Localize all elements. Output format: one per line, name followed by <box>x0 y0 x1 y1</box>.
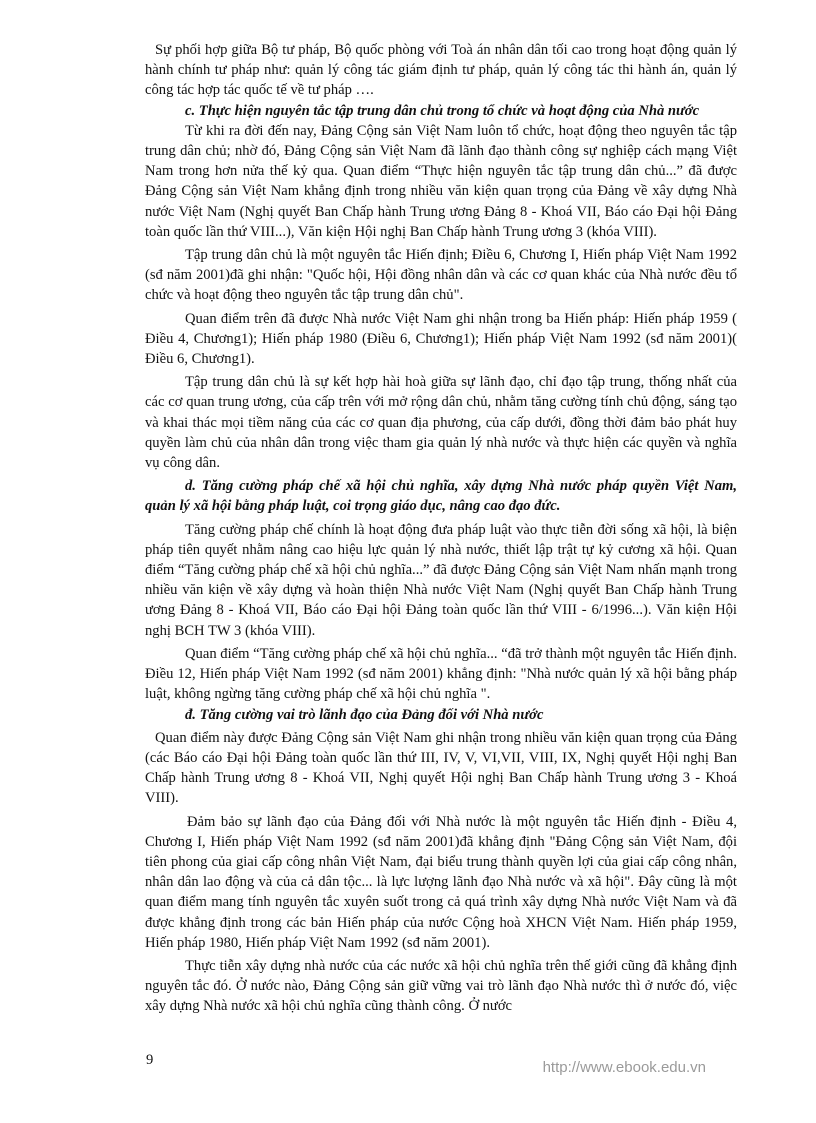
page-number: 9 <box>146 1052 154 1068</box>
paragraph: Quan điểm “Tăng cường pháp chế xã hội chủ nghĩa... “đã trở thành một nguyên tắc Hiến định. Điều 12, Hiến pháp Việt Nam 1992 (sđ năm 2001) khẳng định: "Nhà nước quản lý xã hội bằng pháp luật, không ngừng tăng cường pháp chế xã hội chủ nghĩa ". <box>145 645 737 703</box>
section-heading: đ. Tăng cường vai trò lãnh đạo của Đảng đối với Nhà nước <box>185 706 544 723</box>
section-heading: d. Tăng cường pháp chế xã hội chủ nghĩa, xây dựng Nhà nước pháp quyền Việt Nam, quản lý xã hội bằng pháp luật, coi trọng giáo dục, nâng cao đạo đức. <box>145 478 737 515</box>
paragraph: Quan điểm trên đã được Nhà nước Việt Nam ghi nhận trong ba Hiến pháp: Hiến pháp 1959 ( Điều 4, Chương1); Hiến pháp 1980 (Điều 6, Chương1); Hiến pháp Việt Nam 1992 (sđ năm 2001)( Điều 6, Chương1). <box>145 310 737 368</box>
paragraph: Sự phối hợp giữa Bộ tư pháp, Bộ quốc phòng với Toà án nhân dân tối cao trong hoạt động quản lý hành chính tư pháp như: quản lý công tác giám định tư pháp, quản lý công tác thi hành án, quản lý công tác hợp tác quốc tế về tư pháp …. <box>145 42 737 99</box>
paragraph: Tập trung dân chủ là một nguyên tắc Hiến định; Điều 6, Chương I, Hiến pháp Việt Nam 1992 (sđ năm 2001)đã ghi nhận: "Quốc hội, Hội đồng nhân dân và các cơ quan khác của Nhà nước đều tổ chức và hoạt động theo nguyên tắc tập trung dân chủ". <box>145 247 737 304</box>
section-heading: c. Thực hiện nguyên tắc tập trung dân chủ trong tổ chức và hoạt động của Nhà nước <box>185 102 700 119</box>
document-body <box>145 40 737 1017</box>
paragraph: Từ khi ra đời đến nay, Đảng Cộng sản Việt Nam luôn tổ chức, hoạt động theo nguyên tắc tập trung dân chủ; nhờ đó, Đảng Cộng sản Việt Nam đã lãnh đạo thành công sự nghiệp cách mạng Việt Nam trong hơn nửa thế kỷ qua. Quan điểm “Thực hiện nguyên tắc tập trung dân chủ...” đã được Đảng Cộng sản Việt Nam khẳng định trong nhiều văn kiện quan trọng của Đảng về xây dựng Nhà nước Việt Nam (Nghị quyết Ban Chấp hành Trung ương Đảng 8 - Khoá VII, Báo cáo Đại hội Đảng toàn quốc lần thứ VIII...), Văn kiện Hội nghị Ban Chấp hành Trung ương 3 (khóa VIII). <box>145 122 737 240</box>
paragraph: Thực tiễn xây dựng nhà nước của các nước xã hội chủ nghĩa trên thế giới cũng đã khẳng định nguyên tắc đó. Ở nước nào, Đảng Cộng sản giữ vững vai trò lãnh đạo Nhà nước thì ở nước đó, việc xây dựng Nhà nước xã hội chủ nghĩa cũng thành công. Ở nước <box>145 957 737 1015</box>
paragraph: Tập trung dân chủ là sự kết hợp hài hoà giữa sự lãnh đạo, chỉ đạo tập trung, thống nhất của các cơ quan trung ương, của cấp trên với mở rộng dân chủ, nhằm tăng cường tính chủ động, sáng tạo và khai thác mọi tiềm năng của các cơ quan địa phương, của cấp dưới, đồng thời đảm bảo phát huy quyền làm chủ của nhân dân trong việc tham gia quản lý nhà nước và thực hiện các quyền và nghĩa vụ công dân. <box>145 374 737 472</box>
paragraph: Đảm bảo sự lãnh đạo của Đảng đối với Nhà nước là một nguyên tắc Hiến định - Điều 4, Chương I, Hiến pháp Việt Nam 1992 (sđ năm 2001)đã khẳng định "Đảng Cộng sản Việt Nam, đội tiên phong của giai cấp công nhân Việt Nam, đại biểu trung thành quyền lợi của giai cấp công nhân, nhân dân lao động và của cả dân tộc... là lực lượng lãnh đạo Nhà nước và xã hội". Đây cũng là một quan điểm mang tính nguyên tắc xuyên suốt trong cả quá trình xây dựng Nhà nước Việt Nam và đã được khẳng định trong các bản Hiến pháp của nước Cộng hoà XHCN Việt Nam. Hiến pháp 1959, Hiến pháp 1980, Hiến pháp Việt Nam 1992 (sđ năm 2001). <box>145 813 737 951</box>
footer-url: http://www.ebook.edu.vn <box>542 1059 706 1076</box>
paragraph: Quan điểm này được Đảng Cộng sản Việt Nam ghi nhận trong nhiều văn kiện quan trọng của Đảng (các Báo cáo Đại hội Đảng toàn quốc lần thứ III, IV, V, VI,VII, VIII, IX, Nghị quyết Hội nghị Ban Chấp hành Trung ương 8 - Khoá VII, Nghị quyết Hội nghị Ban Chấp hành Trung ương 3 - Khoá VIII). <box>145 729 737 807</box>
paragraph: Tăng cường pháp chế chính là hoạt động đưa pháp luật vào thực tiễn đời sống xã hội, là biện pháp tiên quyết nhằm nâng cao hiệu lực quản lý nhà nước, thiết lập trật tự kỷ cương xã hội. Quan điểm “Tăng cường pháp chế xã hội chủ nghĩa...” đã được Đảng Cộng sản Việt Nam nhấn mạnh trong nhiều văn kiện về xây dựng và hoàn thiện Nhà nước Việt Nam (Nghị quyết Ban Chấp hành Trung ương Đảng 8 - Khoá VII, Báo cáo Đại hội Đảng toàn quốc lần thứ VIII - 6/1996...). Văn kiện Hội nghị BCH TW 3 (khóa VIII). <box>145 521 737 639</box>
